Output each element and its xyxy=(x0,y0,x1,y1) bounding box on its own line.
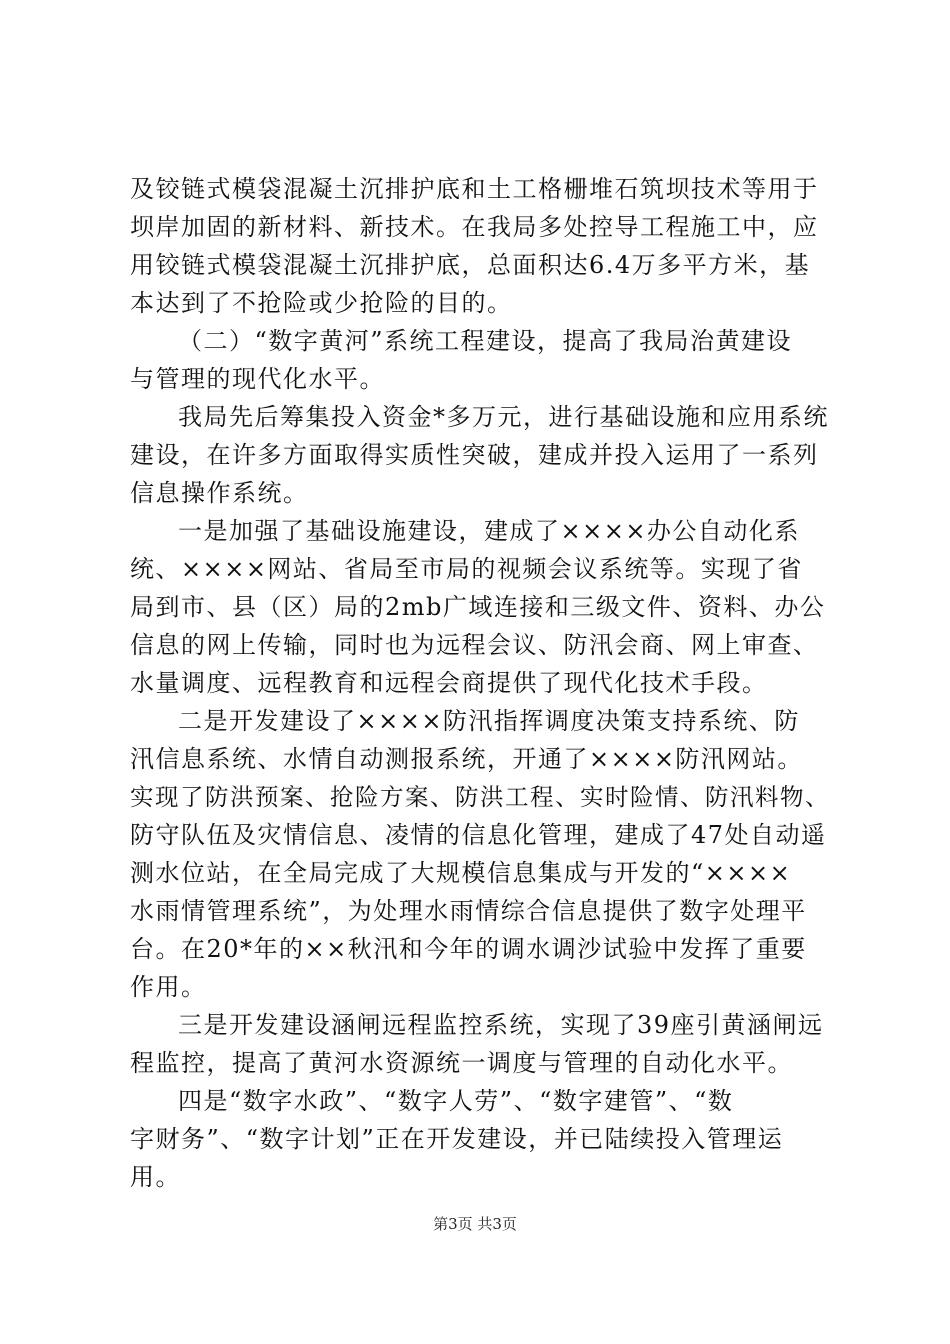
text-line: 汛信息系统、水情自动测报系统，开通了××××防汛网站。 xyxy=(130,745,803,773)
text-line: 建设，在许多方面取得实质性突破，建成并投入运用了一系列 xyxy=(130,441,819,469)
text-line: 字财务”、“数字计划”正在开发建设，并已陆续投入管理运 xyxy=(130,1125,784,1153)
text-line: 我局先后筹集投入资金*多万元，进行基础设施和应用系统 xyxy=(178,403,829,431)
text-line: 作用。 xyxy=(130,973,207,1001)
text-line: 程监控，提高了黄河水资源统一调度与管理的自动化水平。 xyxy=(130,1049,793,1077)
text-line: 防守队伍及灾情信息、凌情的信息化管理，建成了47处自动遥 xyxy=(130,821,827,849)
text-line: 信息操作系统。 xyxy=(130,479,309,507)
text-line: 四是“数字水政”、“数字人劳”、“数字建管”、“数 xyxy=(178,1087,734,1115)
text-line: 实现了防洪预案、抢险方案、防洪工程、实时险情、防汛料物、 xyxy=(130,783,830,811)
text-line: 水雨情管理系统”，为处理水雨情综合信息提供了数字处理平 xyxy=(130,897,807,925)
text-line: 测水位站，在全局完成了大规模信息集成与开发的“×××× xyxy=(130,859,792,887)
text-line: 水量调度、远程教育和远程会商提供了现代化技术手段。 xyxy=(130,669,768,697)
section-heading-line: （二）“数字黄河”系统工程建设，提高了我局治黄建设 xyxy=(178,327,793,355)
text-line: 局到市、县（区）局的2mb广域连接和三级文件、资料、办公 xyxy=(130,593,826,621)
text-line: 及铰链式模袋混凝土沉排护底和土工格栅堆石筑坝技术等用于 xyxy=(130,175,819,203)
text-line: 三是开发建设涵闸远程监控系统，实现了39座引黄涵闸远 xyxy=(178,1011,824,1039)
text-line: 坝岸加固的新材料、新技术。在我局多处控导工程施工中，应 xyxy=(130,213,819,241)
text-line: 用。 xyxy=(130,1163,181,1191)
text-line: 统、××××网站、省局至市局的视频会议系统等。实现了省 xyxy=(130,555,803,583)
page-number-footer: 第3页 共3页 xyxy=(433,1215,517,1233)
document-body xyxy=(130,170,835,1196)
text-line: 本达到了不抢险或少抢险的目的。 xyxy=(130,289,513,317)
text-line: 一是加强了基础设施建设，建成了××××办公自动化系 xyxy=(178,517,800,545)
text-line: 信息的网上传输，同时也为远程会议、防汛会商、网上审查、 xyxy=(130,631,819,659)
text-line: 二是开发建设了××××防汛指挥调度决策支持系统、防 xyxy=(178,707,800,735)
text-line: 台。在20*年的××秋汛和今年的调水调沙试验中发挥了重要 xyxy=(130,935,807,963)
section-heading-line: 与管理的现代化水平。 xyxy=(130,365,385,393)
text-line: 用铰链式模袋混凝土沉排护底，总面积达6.4万多平方米，基 xyxy=(130,251,811,279)
